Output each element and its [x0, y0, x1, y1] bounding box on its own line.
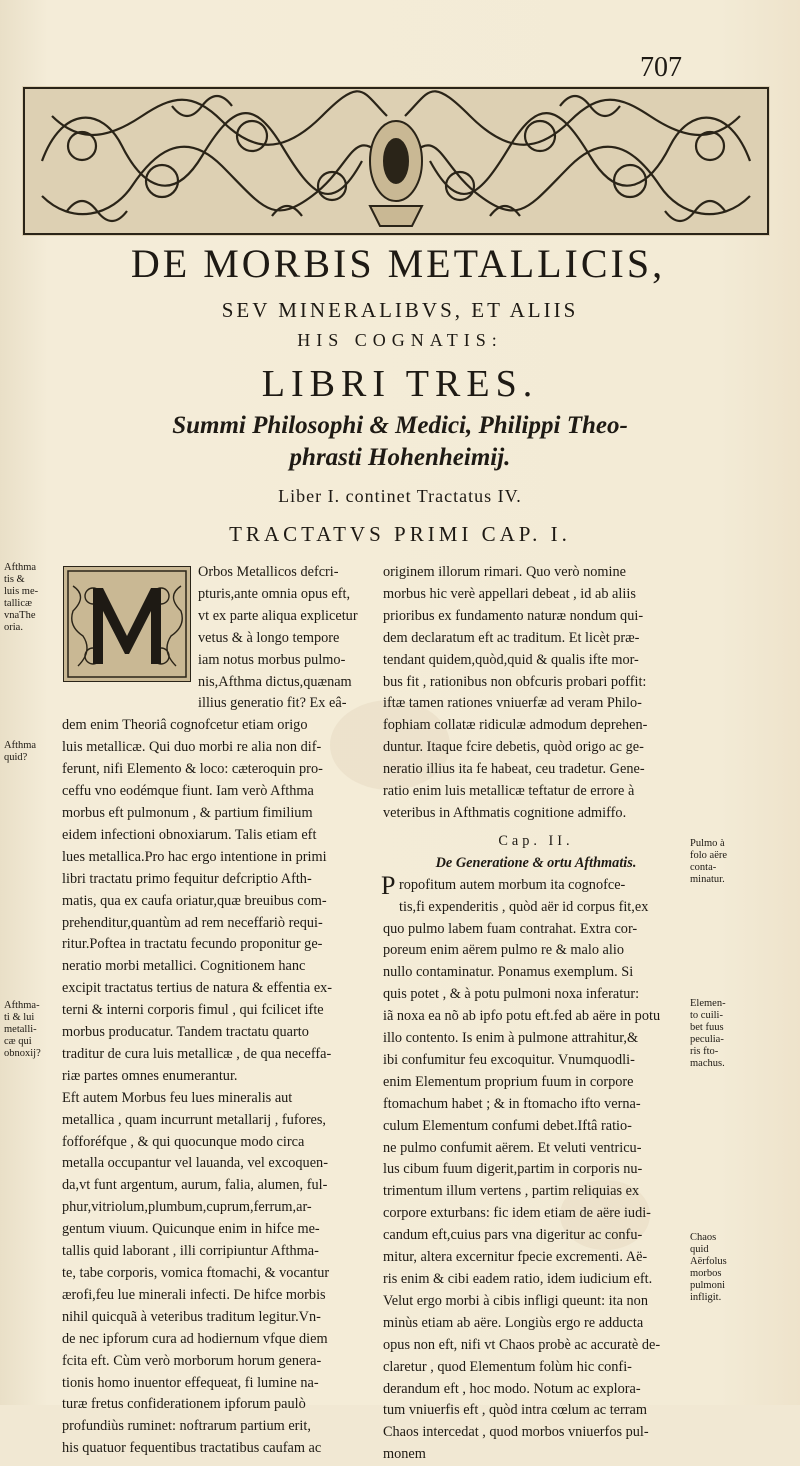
margin-line: oria. — [4, 622, 23, 633]
text-line: ftomachum habet ; & in ftomacho ifto verna- — [383, 1095, 641, 1112]
chapter-heading: TRACTATVS PRIMI CAP. I. — [229, 522, 571, 546]
liber-line: Liber I. continet Tractatus IV. — [278, 486, 522, 506]
text-line: his quatuor fequentibus tractatibus caufam ac — [62, 1440, 322, 1457]
right-text-column — [383, 562, 689, 1466]
margin-note-left-2 — [4, 740, 56, 764]
text-line: eidem infectioni obnoxiarum. Talis etiam eft — [62, 826, 317, 843]
margin-line: obnoxij? — [4, 1048, 41, 1059]
text-line: bus fit , rationibus non obfcuris probari poffit: — [383, 673, 647, 690]
text-line: minùs etiam ab aëre. Longiùs ergo re adducta — [383, 1314, 644, 1331]
right-column-paragraph-2 — [381, 870, 689, 1466]
text-line: illius generatio fit? Ex eâ- — [198, 695, 347, 712]
text-line: tionis homo inuentor effequeat, fi lumine na- — [62, 1374, 319, 1391]
text-line: morbus hic verè appellari debeat , id ab aliis — [383, 585, 636, 602]
text-line: corpore exturbans: fic idem etiam de aëre iudi- — [383, 1205, 651, 1222]
cap2-heading: Cap. II. — [498, 832, 574, 849]
text-line: Eft autem Morbus feu lues mineralis aut — [62, 1089, 293, 1106]
margin-line: minatur. — [690, 874, 725, 885]
text-line: trimentum illum vertens , partim reliquias ex — [383, 1183, 640, 1200]
text-line: nihil quicquã à veteribus traditum legitur.Vn- — [62, 1308, 321, 1325]
text-line: morbus producatur. Tandem tractatu quarto — [62, 1024, 309, 1041]
text-line: Orbos Metallicos defcri- — [198, 564, 339, 580]
margin-line: folo aëre — [690, 850, 728, 861]
text-line: originem illorum rimari. Quo verò nomine — [383, 564, 626, 580]
margin-line: metalli- — [4, 1024, 37, 1035]
text-line: claretur , quod Elementum folùm hic confi- — [383, 1358, 632, 1375]
margin-note-right-2 — [690, 998, 752, 1070]
text-line: dem declaratum eft ac traditum. Et licèt præ- — [383, 629, 640, 646]
margin-note-right-1 — [690, 838, 752, 886]
text-line: mitur, altera excernitur fpecie excrementi. Aë- — [383, 1249, 648, 1266]
drop-cap-p: P — [381, 870, 396, 900]
text-line: illo contento. Is enim à pulmone attrahitur,& — [383, 1030, 639, 1047]
text-line: excipit tractatus tertius de natura & effentia ex- — [62, 980, 333, 997]
text-line: candum eft,cuius pars vna digeritur ac confu- — [383, 1227, 643, 1244]
margin-note-left-1 — [4, 562, 56, 634]
text-line: lus cibum fuum digerit,partim in corporis nu- — [383, 1161, 643, 1178]
margin-line: ris fto- — [690, 1046, 719, 1057]
text-line: neratio morbi metallici. Cognitionem hanc — [62, 958, 306, 975]
text-line: metallica , quam incurrunt metallarij , fufores, — [62, 1111, 326, 1128]
margin-line: infligit. — [690, 1292, 722, 1303]
text-line: Velut ergo morbi à cibis infligi queunt: ita non — [383, 1292, 648, 1309]
margin-line: Afthma — [4, 562, 37, 573]
text-line: duntur. Itaque fcire debetis, quòd origo ac ge- — [383, 739, 644, 756]
text-line: tum vniuerfis eft , quòd intra cœlum ac terram — [383, 1402, 648, 1419]
text-line: ritur.Poftea in tractatu fecundo proponitur ge- — [62, 936, 323, 953]
text-line: ferunt, nifi Elemento & loco: cæteroquin pro- — [62, 761, 323, 778]
text-line: prehenditur,quantùm ad rem neceffariò requi- — [62, 914, 323, 931]
text-line: phur,vitriolum,plumbum,cuprum,ferrum,ar- — [62, 1199, 312, 1216]
text-line: enim Elementum proprium fuum in corpore — [383, 1073, 634, 1090]
text-line: derandum eft , hoc modo. Notum ac explora- — [383, 1380, 641, 1397]
text-line: fofforéfque , & qui quocunque modo circa — [62, 1133, 305, 1150]
text-line: morbus eft pulmonum , & partium fimilium — [62, 804, 313, 821]
text-line: traditur de cura luis metallicæ , de qua neceffa- — [62, 1045, 332, 1062]
margin-line: morbos — [690, 1268, 722, 1279]
text-line: iã noxa ea nõ ab ipfo potu eft.fed ab aëre in potu — [383, 1008, 661, 1025]
margin-line: Pulmo à — [690, 838, 725, 849]
text-line: iftæ tamen rationes vniuerfæ ad veram Philo- — [383, 695, 642, 712]
text-line: tis,fi expenderitis , quòd aër id corpus fit,ex — [399, 898, 649, 915]
text-line: culum Elementum confumi debet.Iftâ ratio- — [383, 1117, 632, 1134]
text-line: metalla occupantur vel lauanda, vel excoquen- — [62, 1155, 328, 1172]
margin-line: vnaThe — [4, 610, 36, 621]
text-line: turæ fretus confiderationem ipforum paulò — [62, 1396, 306, 1413]
text-line — [381, 870, 689, 900]
ornamental-headpiece — [22, 86, 770, 236]
text-line-content: ropofitum autem morbum ita cognofce- — [399, 876, 626, 893]
text-line: Chaos intercedat , quod morbos vniuerfos pul- — [383, 1424, 649, 1441]
margin-line: Chaos — [690, 1232, 717, 1243]
margin-line: conta- — [690, 862, 717, 873]
margin-note-left-3 — [4, 1000, 56, 1060]
margin-line: ti & lui — [4, 1012, 35, 1023]
text-line: vetus & à longo tempore — [198, 629, 340, 646]
text-line: libri tractatu primo fequitur defcriptio Afth- — [62, 870, 312, 887]
margin-line: cæ qui — [4, 1036, 32, 1047]
page-number: 707 — [640, 52, 682, 83]
text-line: quo pulmo labem fuam contrahat. Extra cor- — [383, 920, 638, 937]
text-line: nis,Afthma dictus,quænam — [198, 673, 352, 690]
text-line: matis, qua ex caufa oriatur,quæ breuibus com- — [62, 892, 327, 909]
main-title: DE MORBIS METALLICIS, — [130, 241, 666, 286]
text-line: veteribus in Afthmatis cognitione admiffo. — [383, 804, 627, 821]
text-line: iam notus morbus pulmo- — [198, 651, 346, 668]
text-line: profundiùs ruminet: noftrarum partium erit, — [62, 1418, 311, 1435]
margin-line: Elemen- — [690, 998, 726, 1009]
subtitle: SEV MINERALIBVS, ET ALIIS — [221, 298, 579, 322]
text-line: vt ex parte aliqua explicetur — [198, 607, 358, 624]
subtitle-line2: HIS COGNATIS: — [297, 330, 503, 350]
margin-line: quid — [690, 1244, 709, 1255]
margin-line: bet fuus — [690, 1022, 724, 1033]
text-line: tendant quidem,quòd,quid & qualis ifte mor- — [383, 651, 639, 668]
margin-line: quid? — [4, 752, 28, 763]
text-line: lues metallica.Pro hac ergo intentione in primi — [62, 848, 327, 865]
text-line: pturis,ante omnia opus eft, — [198, 585, 351, 602]
text-line: nullo contaminatur. Ponamus exemplum. Si — [383, 964, 634, 981]
text-line: monem — [383, 1446, 426, 1463]
text-line: ibi confumitur feu excoquitur. Vnumquodli- — [383, 1051, 635, 1068]
margin-line: luis me- — [4, 586, 39, 597]
text-line: luis metallicæ. Qui duo morbi re alia non dif- — [62, 739, 322, 756]
text-line: terni & interni corporis fimul , qui fcilicet ifte — [62, 1002, 324, 1019]
margin-line: machus. — [690, 1058, 725, 1069]
libri-tres-heading: LIBRI TRES. — [261, 363, 539, 405]
text-line: fcita eft. Cùm verò morborum horum genera- — [62, 1352, 322, 1369]
margin-line: tis & — [4, 574, 25, 585]
text-line: prioribus ex fundamento naturæ nondum qui- — [383, 607, 644, 624]
text-line: gentum viuum. Quicunque enim in hifce me- — [62, 1221, 320, 1238]
text-line: ris enim & cibi eadem ratio, idem iudicium eft. — [383, 1271, 653, 1287]
author-line-1: Summi Philosophi & Medici, Philippi Theo- — [172, 412, 628, 439]
author-line-2: phrasti Hohenheimij. — [289, 444, 511, 471]
margin-line: peculia- — [690, 1034, 724, 1045]
text-line: quis potet , & à potu pulmoni noxa inferatur: — [383, 986, 640, 1003]
margin-line: pulmoni — [690, 1280, 726, 1291]
left-text-column — [62, 562, 370, 1460]
text-line: dem enim Theoriâ cognofcetur etiam origo — [62, 717, 308, 734]
text-line: tallis quid laborant , illi corripiuntur Afthma- — [62, 1243, 319, 1260]
margin-line: Aërfolus — [690, 1256, 727, 1267]
text-line: poreum enim aërem pulmo re & malo alio — [383, 942, 624, 959]
text-line: riæ partes omnes enumerantur. — [62, 1067, 238, 1084]
right-column-paragraph-1 — [383, 562, 689, 825]
margin-note-right-3 — [690, 1232, 752, 1304]
margin-line: tallicæ — [4, 598, 32, 609]
text-line: de nec ipforum cura ad hodiernum vfque diem — [62, 1330, 328, 1347]
margin-line: to cuili- — [690, 1010, 723, 1021]
text-line: ærofi,feu lue minerali infecti. De hifce morbis — [62, 1286, 326, 1303]
text-line: opus non eft, nifi vt Chaos probè ac accuratè de- — [383, 1336, 661, 1353]
margin-line: Afthma — [4, 740, 37, 751]
text-line: ne pulmo confumit aërem. Et veluti ventricu- — [383, 1139, 642, 1156]
text-line: fophiam collatæ ridiculæ admodum deprehen- — [383, 717, 648, 734]
text-line: da,vt funt argentum, aurum, falia, alumen, ful- — [62, 1177, 328, 1194]
text-line: ratio enim luis metallicæ teftatur de errore à — [383, 783, 635, 800]
cap2-title: De Generatione & ortu Afthmatis. — [435, 854, 637, 871]
text-line: ceffu vno eodémque fiunt. Iam verò Afthma — [62, 783, 314, 800]
text-line: neratio illius ita fe habeat, ceu tradetur. Gene- — [383, 761, 645, 778]
margin-line: Afthma- — [4, 1000, 40, 1011]
text-line: te, tabe corporis, vomica ftomachi, & vocantur — [62, 1265, 330, 1281]
